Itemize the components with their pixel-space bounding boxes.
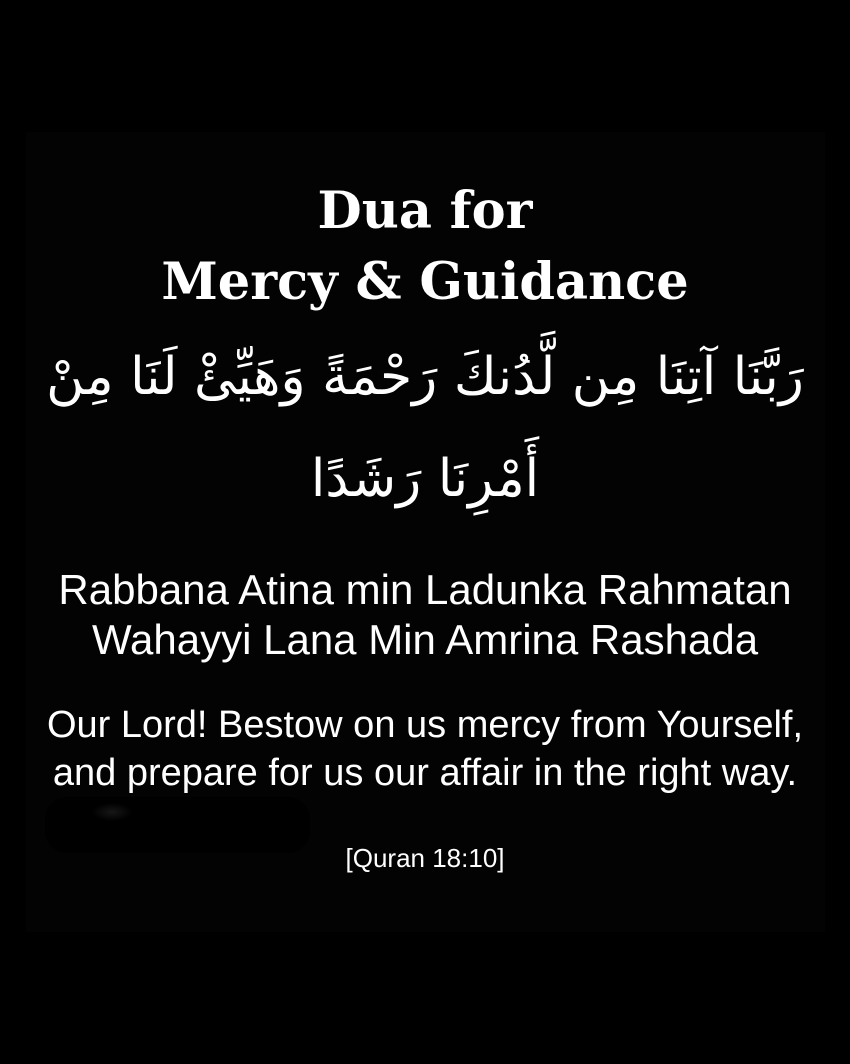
transliteration-line2: Wahayyi Lana Min Amrina Rashada xyxy=(91,616,759,663)
translation-line2: and prepare for us our affair in the right way. xyxy=(52,752,798,794)
watermark-speckle xyxy=(90,802,134,822)
transliteration-line1: Rabbana Atina min Ladunka Rahmatan xyxy=(58,566,792,613)
transliteration xyxy=(0,565,850,665)
arabic-verse-line2: أَمْرِنَا رَشَدًا xyxy=(310,449,540,509)
translation xyxy=(0,701,850,797)
poster-title-line1: Dua for xyxy=(317,181,533,241)
quran-reference: [Quran 18:10] xyxy=(345,843,505,873)
arabic-verse xyxy=(0,326,850,530)
translation-line1: Our Lord! Bestow on us mercy from Yourself, xyxy=(46,704,804,746)
poster-title-line2: Mercy & Guidance xyxy=(161,252,689,312)
poster-title xyxy=(0,176,850,318)
arabic-verse-line1: رَبَّنَا آتِنَا مِن لَّدُنكَ رَحْمَةً وَهَيِّئْ لَنَا مِنْ xyxy=(46,347,804,407)
